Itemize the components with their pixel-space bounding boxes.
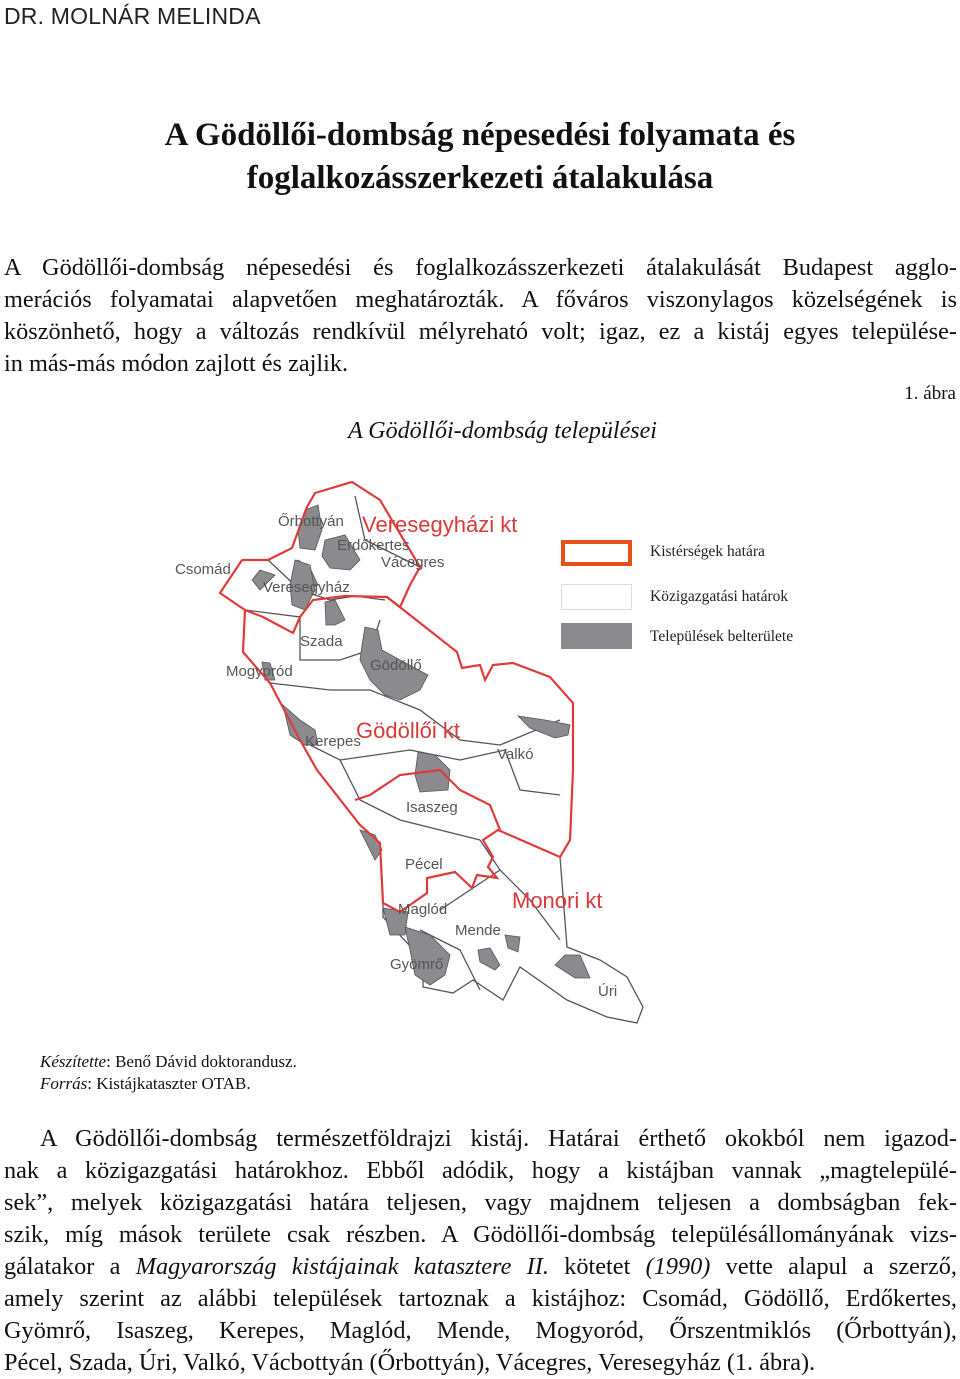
map-label: Csomád <box>175 561 231 578</box>
title-line-1: A Gödöllői-dombság népesedési folyamata és <box>164 117 796 153</box>
text: kötetet <box>548 1253 646 1280</box>
figure-title: A Gödöllői-dombság települései <box>348 418 657 444</box>
legend-label: Települések belterülete <box>650 628 794 645</box>
body-line: nak a közigazgatási határokhoz. Ebből adódik, hogy a kistájban vannak „magtelepülé- <box>4 1157 957 1184</box>
map-label: Erdőkertes <box>337 537 410 554</box>
map-label: Pécel <box>405 856 443 873</box>
legend-swatch-admin <box>561 584 632 610</box>
body-line: szik, míg mások területe csak részben. A Gödöllői-dombság településállományának vizs- <box>4 1221 957 1248</box>
figure-source <box>40 1074 251 1094</box>
map-label: Veresegyház <box>263 579 350 596</box>
body-line: sek”, melyek közigazgatási határa teljesen, vagy majdnem teljesen a dombságban fek- <box>4 1189 957 1216</box>
intro-line: A Gödöllői-dombság népesedési és foglalkozásszerkezeti átalakulását Budapest agglo- <box>4 254 957 281</box>
body-line: A Gödöllői-dombság természetföldrajzi kistáj. Határai érthető okokból nem igazod- <box>40 1125 957 1152</box>
map-label: Valkó <box>497 746 534 763</box>
legend-label: Kistérségek határa <box>650 543 765 560</box>
source-value: : Kistájkataszter OTAB. <box>87 1074 251 1093</box>
intro-line: köszönhető, hogy a változás rendkívül mélyreható volt; igaz, ez a kistáj egyes települése- <box>4 318 957 345</box>
book-title: Magyarország kistájainak katasztere II. <box>135 1253 549 1280</box>
year: (1990) <box>645 1253 711 1280</box>
body-line: Gyömrő, Isaszeg, Kerepes, Maglód, Mende, Mogyoród, Őrszentmiklós (Őrbottyán), <box>4 1317 957 1344</box>
map-label: Gödöllő <box>370 657 422 674</box>
figure-number: 1. ábra <box>904 383 956 404</box>
map-label: Úri <box>598 983 618 1000</box>
map-label: Isaszeg <box>406 799 458 816</box>
map-label: Mogyoród <box>226 663 293 680</box>
text: gálatakor a <box>4 1253 136 1280</box>
author-name: DR. MOLNÁR MELINDA <box>4 3 261 29</box>
map-label: Őrbottyán <box>278 513 344 530</box>
legend-label: Közigazgatási határok <box>650 588 789 605</box>
legend-swatch-builtup <box>561 623 632 649</box>
text: vette alapul a szerző, <box>710 1253 958 1280</box>
region-label: Veresegyházi kt <box>362 512 518 537</box>
region-label: Gödöllői kt <box>356 718 460 743</box>
map-label: Mende <box>455 922 501 939</box>
body-line <box>4 1251 957 1283</box>
body-line: amely szerint az alábbi települések tartoznak a kistájhoz: Csomád, Gödöllő, Erdőkertes, <box>4 1285 957 1312</box>
body-line: Pécel, Szada, Úri, Valkó, Vácbottyán (Őrbottyán), Vácegres, Veresegyház (1. ábra). <box>4 1349 816 1376</box>
credit-label: Készítette <box>40 1052 107 1071</box>
map-label: Szada <box>300 633 343 650</box>
title-line-2: foglalkozásszerkezeti átalakulása <box>246 160 714 196</box>
intro-line: merációs folyamatai alapvetően meghatározták. A főváros viszonylagos közelségének is <box>4 286 957 313</box>
map-label: Maglód <box>398 901 448 918</box>
source-label: Forrás <box>40 1074 88 1093</box>
map-label: Vácegres <box>381 554 445 571</box>
figure-credit <box>40 1052 297 1072</box>
map-label: Gyömrő <box>390 956 444 973</box>
intro-line: in más-más módon zajlott és zajlik. <box>4 350 349 377</box>
map-label: Kerepes <box>305 733 361 750</box>
legend-swatch-region <box>561 540 632 566</box>
credit-value: : Benő Dávid doktorandusz. <box>106 1052 297 1071</box>
region-label: Monori kt <box>512 888 603 913</box>
